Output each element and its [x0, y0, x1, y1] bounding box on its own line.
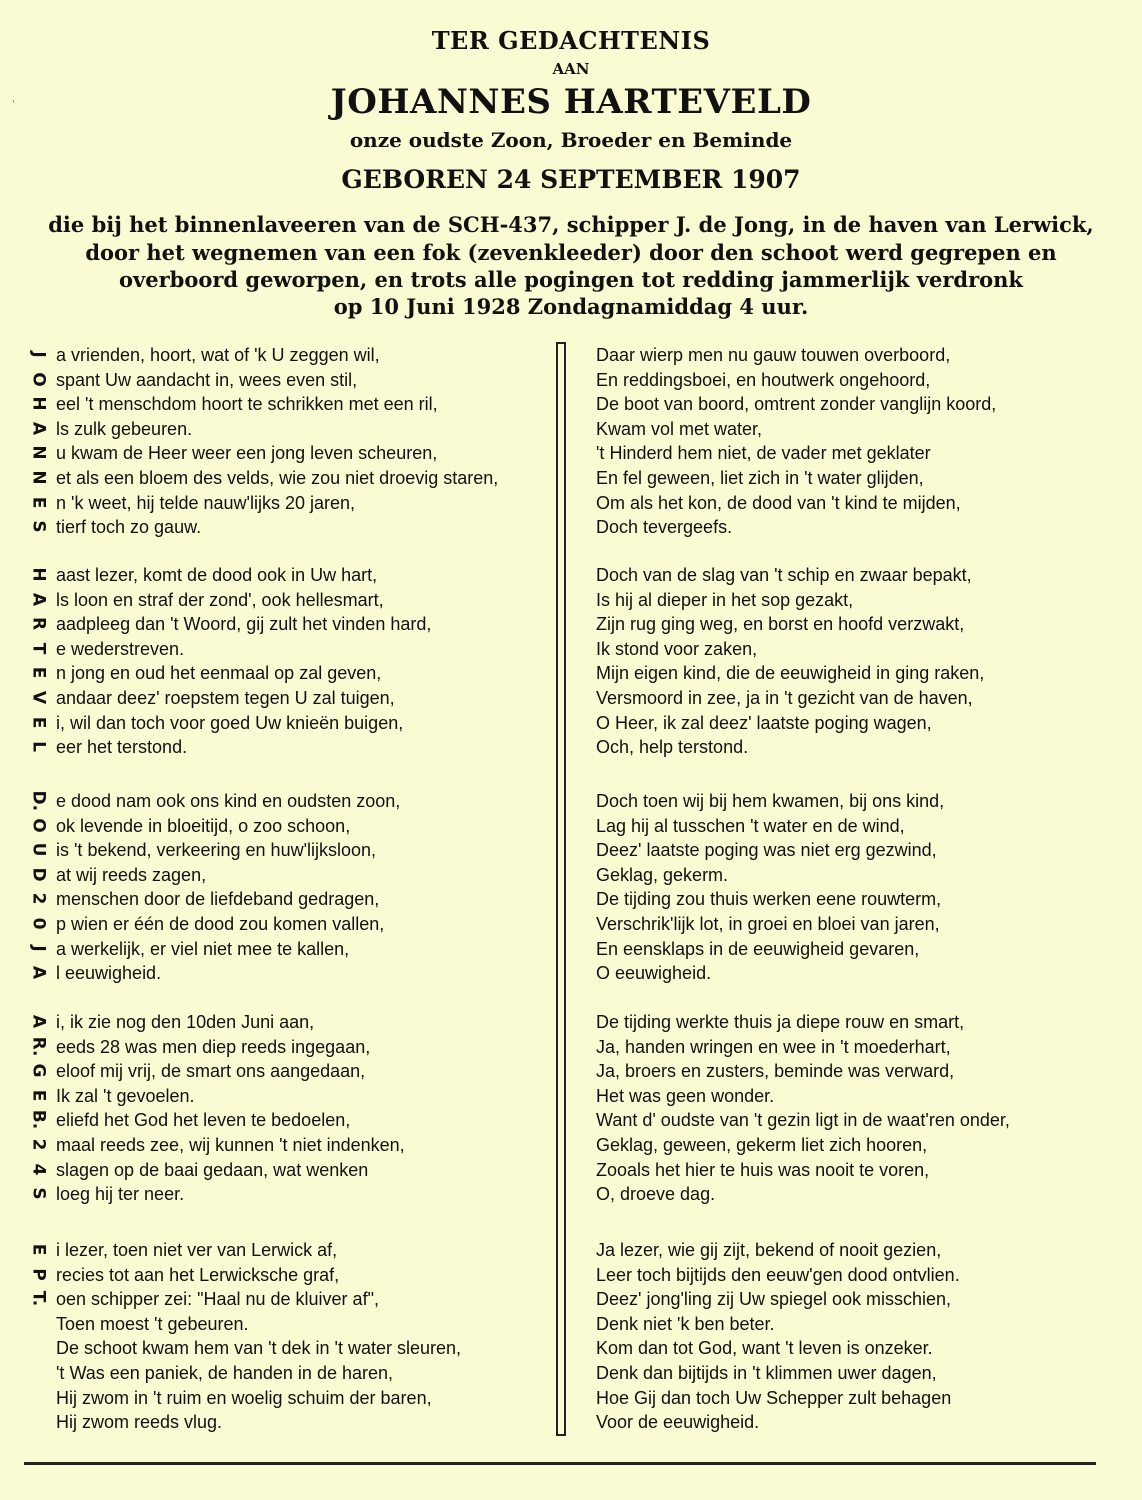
left-verse-line: u kwam de Heer weer een jong leven scheuren,	[56, 443, 438, 464]
right-verse-line: Doch toen wij bij hem kwamen, bij ons kind,	[596, 791, 945, 811]
acrostic-letter: D.	[28, 790, 49, 812]
left-verse-line: ok levende in bloeitijd, o zoo schoon,	[56, 815, 351, 836]
right-verse-line: Leer toch bijtijds den eeuw'gen dood ontvlien.	[596, 1264, 960, 1285]
acrostic-letter: A	[28, 421, 49, 435]
acrostic-letter: O	[28, 817, 49, 833]
acrostic-letter: H	[28, 567, 49, 582]
acrostic-letter: A	[28, 1014, 49, 1029]
acrostic-letter: N	[28, 445, 49, 460]
story-line: door het wegnemen van een fok (zevenkleeder) door den schoot werd gegrepen en	[85, 240, 1057, 265]
left-verse-line: at wij reeds zagen,	[56, 864, 207, 885]
right-verse-line: Geklag, geween, gekerm liet zich hooren,	[596, 1135, 928, 1155]
acrostic-letter: J	[28, 351, 49, 358]
acrostic-letter: D	[28, 867, 49, 882]
deceased-name: JOHANNES HARTEVELD	[330, 82, 812, 122]
acrostic-letter: 0	[28, 917, 49, 930]
relation-line: onze oudste Zoon, Broeder en Beminde	[349, 128, 793, 152]
right-verse-line: O Heer, ik zal deez' laatste poging wagen,	[596, 712, 932, 733]
stray-mark: '	[12, 99, 15, 110]
acrostic-letter: H	[28, 396, 49, 411]
left-verse-line: eer het terstond.	[56, 737, 188, 758]
right-verse-line: De tijding werkte thuis ja diepe rouw en smart,	[596, 1012, 965, 1032]
acrostic-letter: R.	[28, 1036, 49, 1057]
left-verse-line: menschen door de liefdeband gedragen,	[56, 889, 380, 910]
acrostic-letter: E	[28, 1243, 49, 1256]
left-verse-line: i, ik zie nog den 10den Juni aan,	[56, 1012, 315, 1032]
left-verse-line: p wien er één de dood zou komen vallen,	[56, 914, 385, 934]
right-verse-line: De boot van boord, omtrent zonder vanglijn koord,	[596, 394, 997, 415]
acrostic-letter: T	[28, 642, 49, 655]
left-verse-line: 't Was een paniek, de handen in de haren,	[56, 1363, 394, 1383]
right-verse-line: Denk niet 'k ben beter.	[596, 1313, 775, 1334]
acrostic-letter: R	[28, 617, 49, 631]
right-verse-line: Deez' laatste poging was niet erg gezwind,	[596, 840, 937, 861]
right-verse-line: Zooals het hier te huis was nooit te voren,	[596, 1159, 930, 1180]
left-verse-line: Hij zwom in 't ruim en woelig schuim der baren,	[56, 1387, 432, 1408]
left-verse-line: eloof mij vrij, de smart ons aangedaan,	[56, 1061, 366, 1082]
left-verse-line: aadpleeg dan 't Woord, gij zult het vinden hard,	[56, 614, 432, 635]
left-verse-line: a vrienden, hoort, wat of 'k U zeggen wil,	[56, 345, 380, 365]
right-verse-line: Hoe Gij dan toch Uw Schepper zult behagen	[596, 1387, 952, 1408]
left-verse-line: Ik zal 't gevoelen.	[56, 1085, 195, 1106]
right-verse-line: Want d' oudste van 't gezin ligt in de waat'ren onder,	[596, 1110, 1010, 1131]
left-verse-line: De schoot kwam hem van 't dek in 't water sleuren,	[56, 1338, 462, 1359]
acrostic-letter: S	[28, 1187, 49, 1200]
right-verse-line: En reddingsboei, en houtwerk ongehoord,	[596, 369, 931, 390]
left-verse-line: slagen op de baai gedaan, wat wenken	[56, 1159, 369, 1180]
acrostic-letter: J	[28, 944, 49, 952]
right-verse-line: En eensklaps in de eeuwigheid gevaren,	[596, 938, 920, 959]
left-verse-line: spant Uw aandacht in, wees even stil,	[56, 369, 358, 390]
right-verse-line: Kwam vol met water,	[596, 418, 763, 439]
left-verse-line: loeg hij ter neer.	[56, 1184, 185, 1205]
acrostic-letter: E	[28, 1089, 49, 1102]
left-verse-line: recies tot aan het Lerwicksche graf,	[56, 1264, 340, 1285]
acrostic-letter: E	[28, 667, 49, 679]
acrostic-letter: 2	[28, 1138, 49, 1151]
memorial-aan: AAN	[552, 60, 590, 78]
right-verse-line: Geklag, gekerm.	[596, 864, 729, 885]
left-verse-line: e dood nam ook ons kind en oudsten zoon,	[56, 791, 401, 811]
left-verse-line: maal reeds zee, wij kunnen 't niet indenken,	[56, 1135, 405, 1155]
left-verse-line: tierf toch zo gauw.	[56, 517, 202, 538]
acrostic-letter: T.	[28, 1290, 49, 1307]
left-verse-line: eeds 28 was men diep reeds ingegaan,	[56, 1036, 371, 1057]
right-verse-line: Denk dan bijtijds in 't klimmen uwer dagen,	[596, 1363, 937, 1383]
acrostic-letter: E	[28, 716, 49, 728]
right-verse-line: Ja, handen wringen en wee in 't moederhart,	[596, 1036, 951, 1057]
story-line: overboord geworpen, en trots alle pogingen tot redding jammerlijk verdronk	[119, 267, 1023, 292]
right-verse-line: O eeuwigheid.	[596, 963, 712, 984]
left-verse-line: oen schipper zei: "Haal nu de kluiver af",	[56, 1289, 379, 1310]
right-verse-line: Mijn eigen kind, die de eeuwigheid in ging raken,	[596, 663, 985, 684]
left-verse-line: is 't bekend, verkeering en huw'lijksloon,	[56, 840, 377, 861]
right-verse-line: Deez' jong'ling zij Uw spiegel ook misschien,	[596, 1289, 952, 1310]
acrostic-letter: B.	[28, 1110, 49, 1130]
acrostic-letter: P	[28, 1267, 49, 1281]
right-verse-line: Doch van de slag van 't schip en zwaar bepakt,	[596, 565, 972, 585]
story-line: op 10 Juni 1928 Zondagnamiddag 4 uur.	[333, 294, 809, 319]
left-verse-line: n 'k weet, hij telde nauw'lijks 20 jaren,	[56, 492, 356, 513]
acrostic-letter: L	[28, 741, 49, 753]
left-verse-line: ls zulk gebeuren.	[56, 418, 193, 439]
left-verse-line: n jong en oud het eenmaal op zal geven,	[56, 663, 382, 684]
acrostic-letter: 4	[28, 1163, 49, 1176]
left-verse-line: aast lezer, komt de dood ook in Uw hart,	[56, 565, 378, 585]
right-verse-line: Ja lezer, wie gij zijt, bekend of nooit gezien,	[596, 1240, 942, 1260]
left-verse-line: eel 't menschdom hoort te schrikken met een ril,	[56, 394, 438, 415]
right-verse-line: Om als het kon, de dood van 't kind te mijden,	[596, 492, 961, 513]
acrostic-letter: O	[28, 371, 49, 387]
left-verse-line: Toen moest 't gebeuren.	[56, 1313, 249, 1334]
right-verse-line: Och, help terstond.	[596, 737, 749, 758]
right-verse-line: Is hij al dieper in het sop gezakt,	[596, 589, 854, 610]
right-verse-line: Ik stond voor zaken,	[596, 638, 758, 659]
acrostic-letter: 2	[28, 892, 49, 905]
left-verse-line: i, wil dan toch voor goed Uw knieën buigen,	[56, 712, 404, 733]
right-verse-line: Lag hij al tusschen 't water en de wind,	[596, 815, 905, 836]
acrostic-letter: A	[28, 592, 49, 606]
left-verse-line: eliefd het God het leven te bedoelen,	[56, 1110, 351, 1131]
left-verse-line: Hij zwom reeds vlug.	[56, 1412, 223, 1433]
left-verse-line: e wederstreven.	[56, 638, 185, 659]
footer-rule	[24, 1462, 1096, 1465]
left-verse-line: et als een bloem des velds, wie zou niet droevig staren,	[56, 468, 499, 488]
left-verse-line: l eeuwigheid.	[56, 963, 162, 984]
right-verse-line: Voor de eeuwigheid.	[596, 1412, 760, 1433]
right-verse-line: O, droeve dag.	[596, 1184, 716, 1205]
acrostic-letter: V	[28, 690, 49, 705]
acrostic-letter: S	[28, 520, 49, 533]
acrostic-letter: U	[28, 842, 49, 857]
right-verse-line: Het was geen wonder.	[596, 1085, 775, 1106]
story-line: die bij het binnenlaveeren van de SCH-437, schipper J. de Jong, in de haven van Lerwick,	[48, 212, 1094, 237]
right-verse-line: Verschrik'lijk lot, in groei en bloei van jaren,	[596, 914, 940, 934]
left-verse-line: a werkelijk, er viel niet mee te kallen,	[56, 938, 350, 959]
right-verse-line: 't Hinderd hem niet, de vader met geklater	[596, 443, 931, 464]
right-verse-line: Zijn rug ging weg, en borst en hoofd verzwakt,	[596, 614, 965, 635]
right-verse-line: Daar wierp men nu gauw touwen overboord,	[596, 345, 951, 365]
right-verse-line: De tijding zou thuis werken eene rouwterm,	[596, 889, 942, 910]
acrostic-letter: A	[28, 966, 49, 980]
acrostic-letter: N	[28, 470, 49, 485]
left-verse-line: ls loon en straf der zond', ook hellesmart,	[56, 589, 384, 610]
acrostic-letter: E	[28, 496, 49, 508]
right-verse-line: Versmoord in zee, ja in 't gezicht van de haven,	[596, 688, 973, 708]
birth-date: GEBOREN 24 SEPTEMBER 1907	[341, 165, 801, 194]
right-verse-line: Ja, broers en zusters, beminde was verward,	[596, 1061, 955, 1082]
right-verse-line: Kom dan tot God, want 't leven is onzeker.	[596, 1338, 933, 1359]
acrostic-letter: G	[28, 1063, 49, 1078]
left-verse-line: andaar deez' roepstem tegen U zal tuigen,	[56, 688, 395, 708]
memorial-heading: TER GEDACHTENIS	[431, 26, 711, 55]
column-divider	[556, 342, 566, 1436]
left-verse-line: i lezer, toen niet ver van Lerwick af,	[56, 1240, 338, 1260]
right-verse-line: En fel geween, liet zich in 't water glijden,	[596, 468, 924, 488]
right-verse-line: Doch tevergeefs.	[596, 517, 733, 538]
